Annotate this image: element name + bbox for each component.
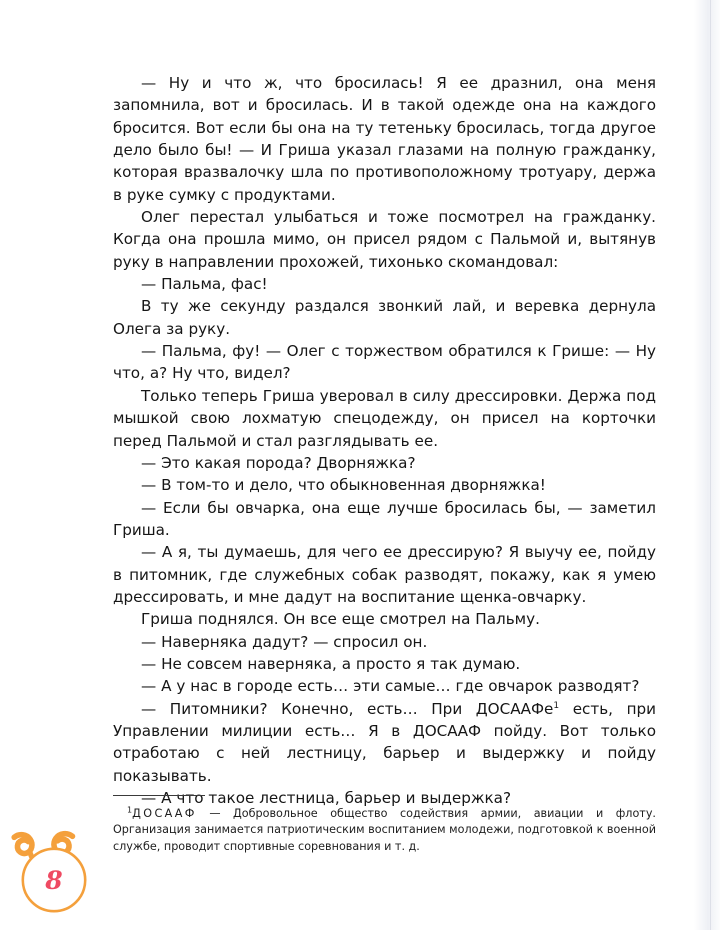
paragraph-text-after-ref: есть, при Управлении милиции есть… Я в ДОСААФ пойду. Вот только отработаю с ней лестницу, барьер и выдержку и пойду показывать. bbox=[113, 699, 656, 785]
footnote-abbreviation: ДОСААФ bbox=[132, 807, 197, 820]
paragraph: — Пальма, фас! bbox=[141, 275, 268, 294]
footnote-separator-rule bbox=[113, 795, 205, 796]
paragraph: — А я, ты думаешь, для чего ее дрессирую? Я выучу ее, пойду в питомник, где служебных собак разводят, покажу, как я умею дрессировать, и мне дадут на воспитание щенка-овчарку. bbox=[113, 543, 656, 606]
paragraph: Олег перестал улыбаться и тоже посмотрел на гражданку. Когда она прошла мимо, он присел рядом с Пальмой и, вытянув руку в направлении прохожей, тихонько скомандовал: bbox=[113, 208, 656, 271]
paragraph: — Не совсем наверняка, а просто я так думаю. bbox=[141, 654, 521, 673]
paragraph: — Пальма, фу! — Олег с торжеством обратился к Грише: — Ну что, а? Ну что, видел? bbox=[113, 342, 656, 383]
paragraph: В ту же секунду раздался звонкий лай, и веревка дернула Олега за руку. bbox=[113, 297, 656, 338]
paragraph: — Это какая порода? Дворняжка? bbox=[141, 453, 416, 472]
body-text-block bbox=[113, 72, 656, 809]
paragraph: Гриша поднялся. Он все еще смотрел на Пальму. bbox=[141, 610, 540, 629]
footnote-block bbox=[113, 795, 656, 855]
paragraph-text-before-ref: — Питомники? Конечно, есть… При ДОСААФе bbox=[141, 699, 554, 718]
paragraph: Только теперь Гриша уверовал в силу дрессировки. Держа под мышкой свою лохматую спецодежду, он присел на корточки перед Пальмой и стал разглядывать ее. bbox=[113, 386, 656, 450]
page-number: 8 bbox=[45, 865, 63, 895]
footnote-text bbox=[113, 806, 656, 855]
footnote-reference-marker[interactable]: 1 bbox=[553, 700, 560, 711]
footnote-definition: — Добровольное общество содействия армии, авиации и флоту. Организация занимается патриотическим воспитанием молодежи, подготовкой к военной службе, проводит спортивные соревнования и т. д. bbox=[113, 807, 656, 853]
paragraph: — А у нас в городе есть… эти самые… где овчарок разводят? bbox=[141, 677, 640, 696]
footnote-marker: 1 bbox=[127, 805, 133, 815]
paragraph: — Если бы овчарка, она еще лучше бросилась бы, — заметил Гриша. bbox=[113, 498, 656, 539]
paragraph: — Наверняка дадут? — спросил он. bbox=[141, 632, 428, 651]
paragraph: — А что такое лестница, барьер и выдержка? bbox=[141, 789, 512, 807]
paragraph: — Ну и что ж, что бросилась! Я ее дразнил, она меня запомнила, вот и бросилась. И в такой одежде она на каждого бросится. Вот если бы она на ту тетеньку бросилась, тогда другое дело было бы! — И Гриша указал глазами на полную гражданку, которая вразвалочку шла по противоположному тротуару, держа в руке сумку с продуктами. bbox=[113, 74, 656, 204]
paragraph-with-footnote-ref bbox=[113, 698, 656, 787]
paragraph: — В том-то и дело, что обыкновенная дворняжка! bbox=[141, 476, 546, 495]
page-edge-shadow bbox=[694, 0, 720, 930]
page-edge-line bbox=[710, 0, 711, 930]
